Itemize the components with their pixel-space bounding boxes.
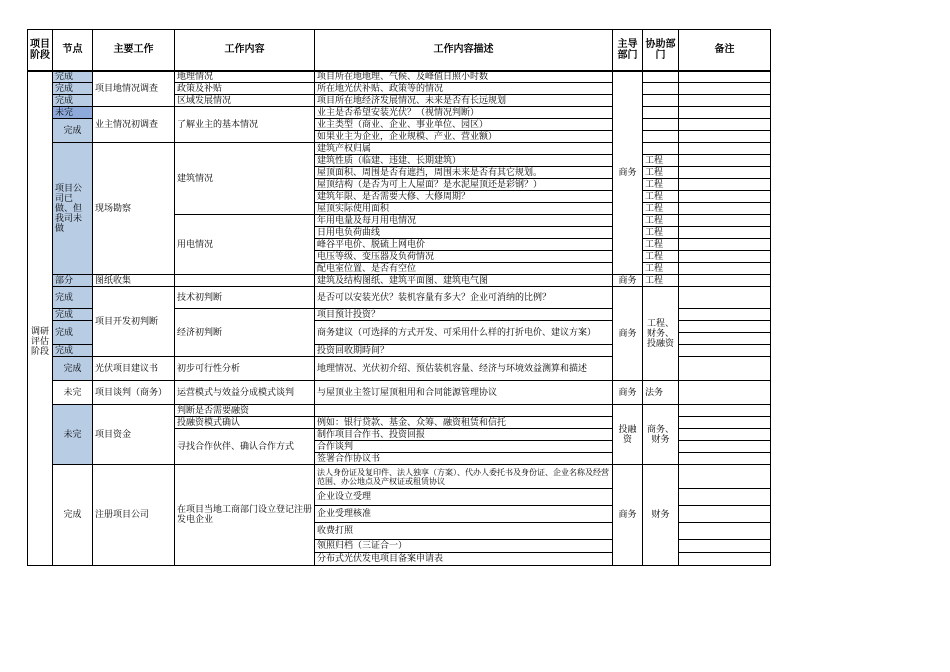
main-work-cell[interactable]: 光伏项目建议书 <box>93 357 175 381</box>
header-stage[interactable]: 项目阶段 <box>28 30 53 71</box>
description-cell[interactable]: 例如：银行贷款、基金、众筹、融资租赁和信托 <box>315 417 613 429</box>
lead-dept-cell[interactable]: 商务 <box>613 381 643 405</box>
assist-cell[interactable]: 法务 <box>643 381 679 405</box>
assist-cell[interactable] <box>643 107 679 119</box>
status-cell[interactable]: 完成 <box>53 287 93 309</box>
header-lead-dept[interactable]: 主导部门 <box>613 30 643 71</box>
notes-cell[interactable] <box>679 333 771 345</box>
assist-cell[interactable] <box>643 119 679 131</box>
description-cell[interactable]: 项目所在地经济发展情况、未来是否有长远规划 <box>315 95 613 107</box>
description-cell[interactable]: 日用电负荷曲线 <box>315 227 613 239</box>
content-cell[interactable]: 技术初判断 <box>175 287 315 309</box>
table-row <box>28 143 771 155</box>
description-cell[interactable]: 如果业主为企业，企业规模、产业、营业额） <box>315 131 613 143</box>
status-cell[interactable]: 未完 <box>53 107 93 119</box>
assist-cell[interactable]: 工程 <box>643 239 679 251</box>
notes-cell[interactable] <box>679 167 771 179</box>
description-cell[interactable]: 企业受理核准 <box>315 506 613 523</box>
assist-cell[interactable]: 工程 <box>643 179 679 191</box>
status-cell[interactable]: 部分 <box>53 275 93 287</box>
notes-cell[interactable] <box>679 275 771 287</box>
assist-cell[interactable]: 工程 <box>643 227 679 239</box>
description-cell[interactable]: 收费打照 <box>315 523 613 540</box>
main-work-cell[interactable]: 图纸收集 <box>93 275 175 287</box>
notes-cell[interactable] <box>679 131 771 143</box>
header-notes[interactable]: 备注 <box>679 30 771 71</box>
notes-cell[interactable] <box>679 107 771 119</box>
header-description[interactable]: 工作内容描述 <box>315 30 613 71</box>
description-cell[interactable]: 企业设立受理 <box>315 489 613 506</box>
notes-cell[interactable] <box>679 345 771 357</box>
assist-cell[interactable]: 工程 <box>643 191 679 203</box>
description-cell[interactable]: 制作项目合作书、投资回报 <box>315 429 613 441</box>
notes-cell[interactable] <box>679 179 771 191</box>
notes-cell[interactable] <box>679 465 771 489</box>
notes-cell[interactable] <box>679 119 771 131</box>
table-row <box>28 405 771 417</box>
description-cell[interactable]: 所在地光伏补贴、政策等的情况 <box>315 83 613 95</box>
notes-cell[interactable] <box>679 417 771 429</box>
notes-cell[interactable] <box>679 429 771 441</box>
content-cell[interactable]: 判断是否需要融资 <box>175 405 315 417</box>
main-work-cell[interactable]: 现场勘察 <box>93 143 175 275</box>
description-cell[interactable]: 峰谷平电价、脱硫上网电价 <box>315 239 613 251</box>
assist-cell[interactable]: 工程 <box>643 203 679 215</box>
description-cell[interactable]: 屋顶面积、周围是否有遮挡，周围未来是否有其它规划。 <box>315 167 613 179</box>
notes-cell[interactable] <box>679 239 771 251</box>
table-row <box>28 381 771 405</box>
table-row <box>28 71 771 83</box>
status-cell[interactable]: 完成 <box>53 345 93 357</box>
assist-cell[interactable] <box>643 131 679 143</box>
notes-cell[interactable] <box>679 143 771 155</box>
notes-cell[interactable] <box>679 287 771 309</box>
description-cell[interactable]: 建筑产权归属 <box>315 143 613 155</box>
notes-cell[interactable] <box>679 381 771 405</box>
content-cell[interactable]: 建筑情况 <box>175 143 315 215</box>
assist-cell[interactable]: 工程 <box>643 215 679 227</box>
description-cell[interactable]: 屋顶实际使用面积 <box>315 203 613 215</box>
description-cell[interactable]: 项目所在地地理、气候、及峰值日照小时数 <box>315 71 613 83</box>
description-cell[interactable]: 是否可以安装光伏？装机容量有多大？企业可消纳的比例？ <box>315 287 613 309</box>
description-cell[interactable]: 分布式光伏发电项目备案申请表 <box>315 553 613 566</box>
table-row <box>28 275 771 287</box>
assist-cell[interactable]: 工程 <box>643 263 679 275</box>
content-cell[interactable]: 初步可行性分析 <box>175 357 315 381</box>
description-cell[interactable]: 业主是否希望安装光伏？（视情况判断） <box>315 107 613 119</box>
notes-cell[interactable] <box>679 155 771 167</box>
table-row <box>28 287 771 309</box>
content-cell[interactable]: 政策及补贴 <box>175 83 315 95</box>
content-cell[interactable]: 经济初判断 <box>175 309 315 357</box>
description-cell[interactable]: 与屋顶业主签订屋顶租用和合同能源管理协议 <box>315 381 613 405</box>
description-cell[interactable]: 建筑及结构图纸、建筑平面图、建筑电气图 <box>315 275 613 287</box>
main-work-cell[interactable]: 项目资金 <box>93 405 175 465</box>
notes-cell[interactable] <box>679 540 771 553</box>
workflow-table <box>27 29 771 566</box>
status-cell[interactable]: 完成 <box>53 119 93 143</box>
notes-cell[interactable] <box>679 321 771 333</box>
description-cell[interactable]: 年用电量及每月用电情况 <box>315 215 613 227</box>
notes-cell[interactable] <box>679 95 771 107</box>
main-work-cell[interactable]: 项目谈判（商务） <box>93 381 175 405</box>
description-cell[interactable]: 项目预计投资？ <box>315 309 613 321</box>
content-cell[interactable]: 寻找合作伙伴、确认合作方式 <box>175 429 315 465</box>
spreadsheet <box>27 29 771 566</box>
description-cell[interactable]: 建筑性质（临建、违建、长期建筑） <box>315 155 613 167</box>
notes-cell[interactable] <box>679 191 771 203</box>
description-cell[interactable]: 签署合作协议书 <box>315 453 613 465</box>
content-cell[interactable] <box>175 275 315 287</box>
status-cell[interactable]: 完成 <box>53 83 93 95</box>
status-cell[interactable]: 完成 <box>53 321 93 345</box>
status-cell[interactable]: 项目公司已做、但我司未做 <box>53 143 93 275</box>
notes-cell[interactable] <box>679 357 771 381</box>
assist-cell[interactable]: 工程、财务、投融资 <box>643 287 679 381</box>
lead-dept-cell[interactable]: 投融资 <box>613 405 643 465</box>
lead-dept-cell[interactable]: 商务 <box>613 275 643 287</box>
notes-cell[interactable] <box>679 523 771 540</box>
description-cell[interactable]: 屋顶结构（是否为可上人屋面？是水泥屋顶还是彩钢？） <box>315 179 613 191</box>
description-cell[interactable]: 建筑年限、是否需要大修、大修周期？ <box>315 191 613 203</box>
notes-cell[interactable] <box>679 489 771 506</box>
header-row <box>28 30 771 71</box>
lead-dept-cell[interactable]: 商务 <box>613 465 643 566</box>
assist-cell[interactable]: 工程 <box>643 155 679 167</box>
content-cell[interactable]: 运营模式与效益分成模式谈判 <box>175 381 315 405</box>
description-cell[interactable]: 合作谈判 <box>315 441 613 453</box>
notes-cell[interactable] <box>679 215 771 227</box>
table-row <box>28 107 771 119</box>
notes-cell[interactable] <box>679 309 771 321</box>
notes-cell[interactable] <box>679 506 771 523</box>
description-cell[interactable]: 配电室位置、是否有空位 <box>315 263 613 275</box>
description-cell[interactable]: 电压等级、变压器及负荷情况 <box>315 251 613 263</box>
notes-cell[interactable] <box>679 553 771 566</box>
notes-cell[interactable] <box>679 203 771 215</box>
lead-dept-cell[interactable]: 商务 <box>613 71 643 275</box>
assist-cell[interactable]: 工程 <box>643 251 679 263</box>
status-cell[interactable]: 完成 <box>53 309 93 321</box>
status-cell[interactable]: 完成 <box>53 465 93 566</box>
status-cell[interactable]: 完成 <box>53 71 93 83</box>
content-cell[interactable]: 区域发展情况 <box>175 95 315 107</box>
header-assist-dept[interactable]: 协助部门 <box>643 30 679 71</box>
status-cell[interactable]: 未完 <box>53 405 93 465</box>
notes-cell[interactable] <box>679 441 771 453</box>
table-row <box>28 465 771 489</box>
lead-dept-cell[interactable]: 商务 <box>613 287 643 381</box>
notes-cell[interactable] <box>679 227 771 239</box>
assist-cell[interactable]: 商务、财务 <box>643 405 679 465</box>
description-cell[interactable]: 领照归档（三证合一） <box>315 540 613 553</box>
description-cell[interactable]: 地理情况、光伏初介绍、预估装机容量、经济与环境效益测算和描述 <box>315 357 613 381</box>
main-work-cell[interactable]: 项目地情况调查 <box>93 71 175 107</box>
assist-cell[interactable] <box>643 83 679 95</box>
status-cell[interactable]: 未完 <box>53 381 93 405</box>
notes-cell[interactable] <box>679 405 771 417</box>
content-cell[interactable]: 了解业主的基本情况 <box>175 107 315 143</box>
assist-cell[interactable] <box>643 95 679 107</box>
content-cell[interactable]: 在项目当地工商部门设立登记注册发电企业 <box>175 465 315 566</box>
description-cell[interactable]: 业主类型（商业、企业、事业单位、园区） <box>315 119 613 131</box>
assist-cell[interactable] <box>643 143 679 155</box>
content-cell[interactable]: 投融资模式确认 <box>175 417 315 429</box>
notes-cell[interactable] <box>679 453 771 465</box>
notes-cell[interactable] <box>679 251 771 263</box>
main-work-cell[interactable]: 项目开发初判断 <box>93 287 175 357</box>
assist-cell[interactable] <box>643 71 679 83</box>
assist-cell[interactable]: 工程 <box>643 275 679 287</box>
content-cell[interactable]: 用电情况 <box>175 215 315 275</box>
header-content[interactable]: 工作内容 <box>175 30 315 71</box>
status-cell[interactable]: 完成 <box>53 357 93 381</box>
assist-cell[interactable]: 财务 <box>643 465 679 566</box>
assist-cell[interactable]: 工程 <box>643 167 679 179</box>
stage-cell[interactable]: 调研评估阶段 <box>28 71 53 566</box>
description-cell[interactable]: 商务建议（可选择的方式开发、可采用什么样的打折电价、建议方案） <box>315 321 613 345</box>
description-cell[interactable] <box>315 405 613 417</box>
main-work-cell[interactable]: 业主情况初调查 <box>93 107 175 143</box>
header-main-work[interactable]: 主要工作 <box>93 30 175 71</box>
main-work-cell[interactable]: 注册项目公司 <box>93 465 175 566</box>
status-cell[interactable]: 完成 <box>53 95 93 107</box>
notes-cell[interactable] <box>679 263 771 275</box>
description-cell[interactable]: 法人身份证及复印件、法人独享（方案）、代办人委托书及身份证、企业名称及经营范围、办公地点及产权证或租赁协议 <box>315 465 613 489</box>
description-cell[interactable]: 投资回收期時间？ <box>315 345 613 357</box>
header-node[interactable]: 节点 <box>53 30 93 71</box>
content-cell[interactable]: 地理情况 <box>175 71 315 83</box>
notes-cell[interactable] <box>679 71 771 83</box>
notes-cell[interactable] <box>679 83 771 95</box>
